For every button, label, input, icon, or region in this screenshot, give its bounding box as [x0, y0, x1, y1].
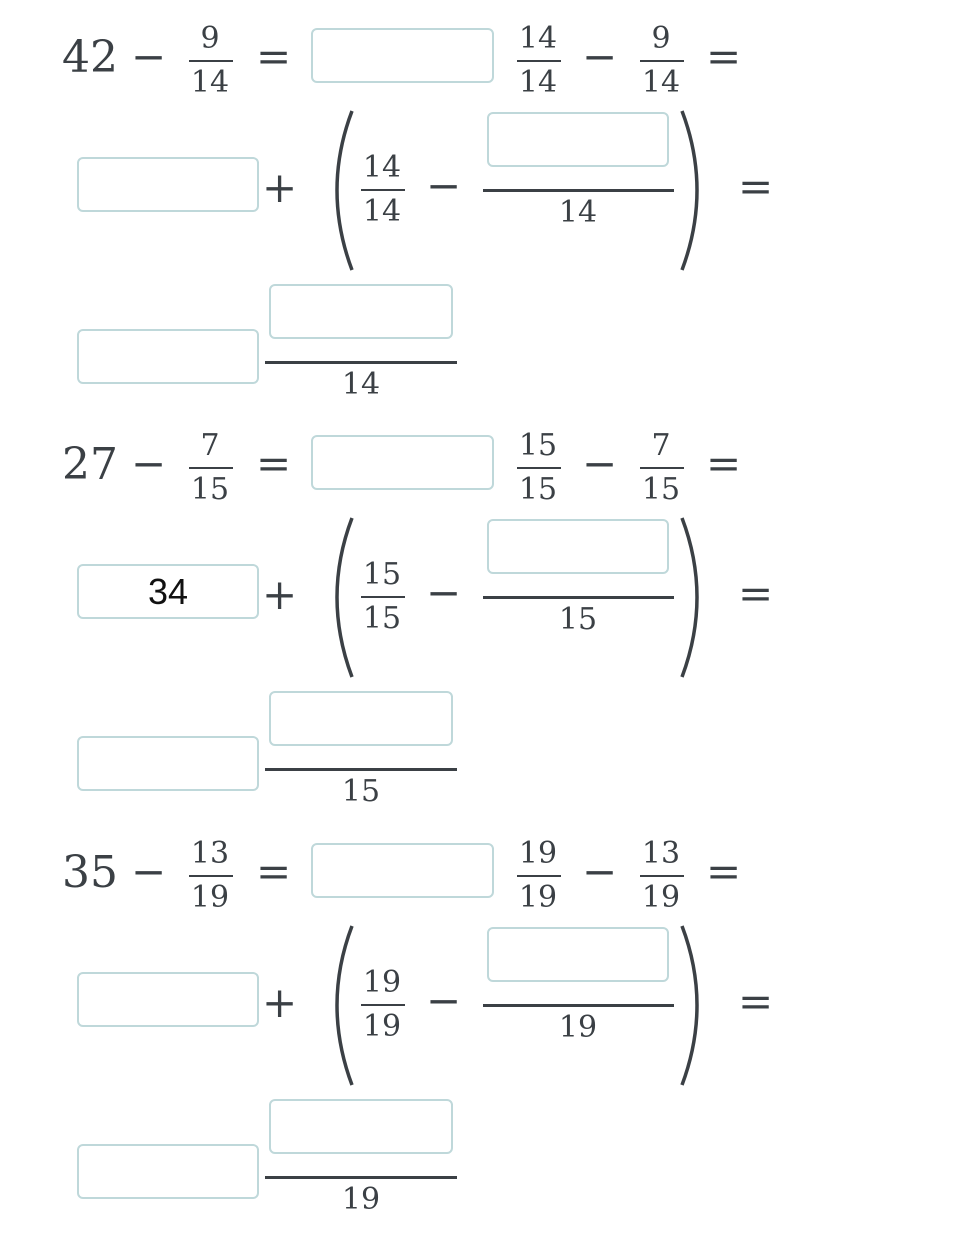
left-parenthesis	[318, 923, 358, 1088]
rewrite-numerator: 14	[518, 21, 558, 56]
final-denominator: 14	[341, 367, 381, 402]
final-numerator-input[interactable]	[269, 284, 453, 339]
right-parenthesis	[676, 108, 716, 273]
subtract-numerator: 13	[641, 836, 681, 871]
fraction-bar	[265, 1176, 457, 1179]
minus-sign: −	[131, 847, 167, 896]
expand-denominator: 15	[558, 602, 598, 637]
equals-sign: =	[256, 847, 292, 896]
expand-whole-input[interactable]	[77, 564, 259, 619]
minus-sign: −	[131, 439, 167, 488]
fraction-bar	[640, 875, 684, 877]
fraction-bar	[189, 875, 233, 877]
subtract-numerator: 7	[651, 428, 671, 463]
minus-sign: −	[582, 847, 618, 896]
minus-sign: −	[426, 568, 462, 617]
expand-whole-input[interactable]	[77, 157, 259, 212]
final-whole-input[interactable]	[77, 329, 259, 384]
subtract-denominator: 14	[641, 65, 681, 100]
whole-number: 27	[62, 439, 118, 490]
problem-3	[0, 815, 969, 1225]
paren-denominator: 15	[362, 601, 402, 636]
whole-number: 42	[62, 32, 118, 83]
final-denominator: 19	[341, 1182, 381, 1217]
paren-denominator: 14	[362, 194, 402, 229]
expand-numerator-input[interactable]	[487, 519, 669, 574]
left-parenthesis	[318, 515, 358, 680]
subtract-numerator: 9	[651, 21, 671, 56]
minus-sign: −	[426, 976, 462, 1025]
fraction-bar	[517, 875, 561, 877]
expand-whole-input[interactable]	[77, 972, 259, 1027]
problem-1	[0, 0, 969, 410]
fraction-numerator: 9	[200, 21, 220, 56]
fraction-bar	[483, 596, 674, 599]
equals-sign: =	[706, 847, 742, 896]
plus-sign: +	[262, 978, 298, 1027]
fraction-denominator: 19	[190, 880, 230, 915]
rewrite-denominator: 14	[518, 65, 558, 100]
equals-sign: =	[738, 977, 774, 1026]
minus-sign: −	[582, 439, 618, 488]
fraction-denominator: 14	[190, 65, 230, 100]
subtract-denominator: 15	[641, 472, 681, 507]
expand-numerator-input[interactable]	[487, 927, 669, 982]
rewrite-denominator: 19	[518, 880, 558, 915]
paren-numerator: 14	[362, 150, 402, 185]
equals-sign: =	[738, 569, 774, 618]
minus-sign: −	[582, 32, 618, 81]
minus-sign: −	[426, 161, 462, 210]
paren-numerator: 19	[362, 965, 402, 1000]
equals-sign: =	[706, 439, 742, 488]
fraction-bar	[189, 60, 233, 62]
rewrite-numerator: 19	[518, 836, 558, 871]
fraction-bar	[517, 467, 561, 469]
fraction-bar	[483, 189, 674, 192]
rewrite-whole-input[interactable]	[311, 843, 494, 898]
fraction-bar	[483, 1004, 674, 1007]
minus-sign: −	[131, 32, 167, 81]
fraction-bar	[189, 467, 233, 469]
rewrite-whole-input[interactable]	[311, 435, 494, 490]
equals-sign: =	[738, 162, 774, 211]
rewrite-denominator: 15	[518, 472, 558, 507]
final-whole-input[interactable]	[77, 736, 259, 791]
fraction-bar	[265, 361, 457, 364]
equals-sign: =	[256, 439, 292, 488]
fraction-bar	[640, 467, 684, 469]
paren-denominator: 19	[362, 1009, 402, 1044]
plus-sign: +	[262, 570, 298, 619]
equals-sign: =	[706, 32, 742, 81]
final-whole-input[interactable]	[77, 1144, 259, 1199]
plus-sign: +	[262, 163, 298, 212]
rewrite-whole-input[interactable]	[311, 28, 494, 83]
expand-numerator-input[interactable]	[487, 112, 669, 167]
expand-denominator: 14	[558, 195, 598, 230]
problem-2	[0, 407, 969, 817]
fraction-numerator: 13	[190, 836, 230, 871]
fraction-bar	[361, 189, 405, 191]
expand-denominator: 19	[558, 1010, 598, 1045]
fraction-bar	[265, 768, 457, 771]
final-numerator-input[interactable]	[269, 691, 453, 746]
fraction-numerator: 7	[200, 428, 220, 463]
whole-number: 35	[62, 847, 118, 898]
final-denominator: 15	[341, 774, 381, 809]
subtract-denominator: 19	[641, 880, 681, 915]
fraction-bar	[640, 60, 684, 62]
left-parenthesis	[318, 108, 358, 273]
right-parenthesis	[676, 515, 716, 680]
paren-numerator: 15	[362, 557, 402, 592]
equals-sign: =	[256, 32, 292, 81]
final-numerator-input[interactable]	[269, 1099, 453, 1154]
fraction-denominator: 15	[190, 472, 230, 507]
fraction-bar	[361, 1004, 405, 1006]
fraction-bar	[361, 596, 405, 598]
fraction-bar	[517, 60, 561, 62]
rewrite-numerator: 15	[518, 428, 558, 463]
right-parenthesis	[676, 923, 716, 1088]
